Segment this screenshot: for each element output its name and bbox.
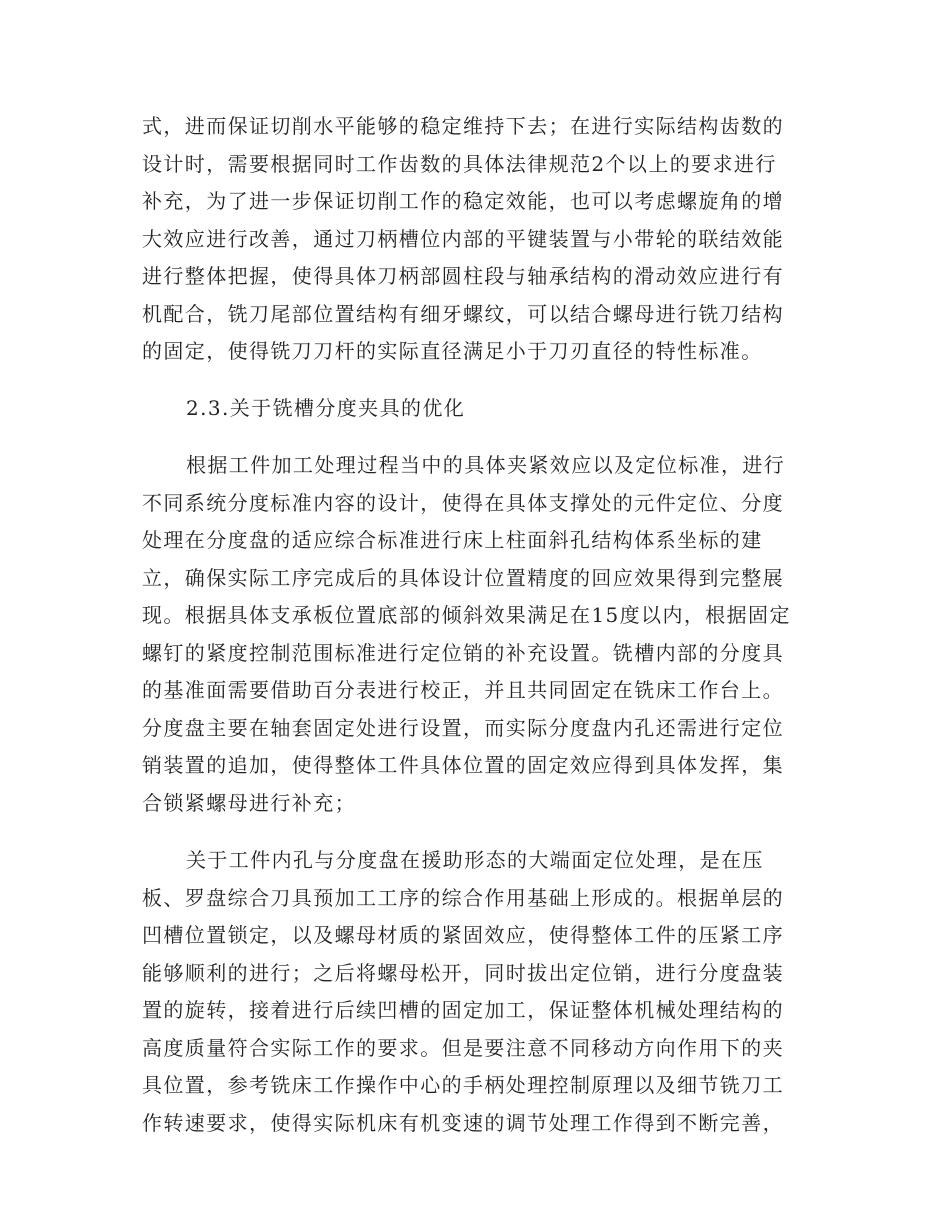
paragraph-3 <box>142 842 807 1142</box>
text-line: 补充，为了进一步保证切削工作的稳定效能，也可以考虑螺旋角的增 <box>142 189 784 213</box>
text-line: 大效应进行改善，通过刀柄槽位内部的平键装置与小带轮的联结效能 <box>142 226 784 251</box>
text-line: 立，确保实际工序完成后的具体设计位置精度的回应效果得到完整展 <box>142 565 784 590</box>
text-line: 设计时，需要根据同时工作齿数的具体法律规范2个以上的要求进行 <box>142 151 777 176</box>
text-line: 合锁紧螺母进行补充； <box>142 790 356 815</box>
text-line: 进行整体把握，使得具体刀柄部圆柱段与轴承结构的滑动效应进行有 <box>142 264 784 288</box>
text-line: 具位置，参考铣床工作操作中心的手柄处理控制原理以及细节铣刀工 <box>142 1073 784 1097</box>
paragraph-2 <box>142 447 807 822</box>
section-heading: 2.3.关于铣槽分度夹具的优化 <box>186 395 466 420</box>
text-line: 能够顺利的进行；之后将螺母松开，同时拔出定位销，进行分度盘装 <box>142 960 784 985</box>
text-line: 现。根据具体支承板位置底部的倾斜效果满足在15度以内，根据固定 <box>142 603 791 627</box>
text-line: 处理在分度盘的适应综合标准进行床上柱面斜孔结构体系坐标的建 <box>142 528 763 552</box>
text-line: 不同系统分度标准内容的设计，使得在具体支撑处的元件定位、分度 <box>142 490 784 515</box>
paragraph-1 <box>142 108 807 371</box>
text-line: 关于工件内孔与分度盘在援助形态的大端面定位处理，是在压 <box>186 848 764 872</box>
text-line: 置的旋转，接着进行后续凹槽的固定加工，保证整体机械处理结构的 <box>142 998 784 1022</box>
text-line: 的固定，使得铣刀刀杆的实际直径满足小于刀刃直径的特性标准。 <box>142 339 763 363</box>
text-line: 式，进而保证切削水平能够的稳定维持下去；在进行实际结构齿数的 <box>142 114 784 138</box>
text-line: 根据工件加工处理过程当中的具体夹紧效应以及定位标准，进行 <box>186 453 786 477</box>
text-line: 的基准面需要借助百分表进行校正，并且共同固定在铣床工作台上。 <box>142 678 784 702</box>
text-line: 螺钉的紧度控制范围标准进行定位销的补充设置。铣槽内部的分度具 <box>142 640 784 665</box>
text-line: 板、罗盘综合刀具预加工工序的综合作用基础上形成的。根据单层的 <box>142 885 784 910</box>
document-body <box>142 108 807 1142</box>
text-line: 销装置的追加，使得整体工件具体位置的固定效应得到具体发挥，集 <box>142 753 784 777</box>
text-line: 凹槽位置锁定，以及螺母材质的紧固效应，使得整体工件的压紧工序 <box>142 923 784 947</box>
text-line: 分度盘主要在轴套固定处进行设置，而实际分度盘内孔还需进行定位 <box>142 715 784 740</box>
text-line: 机配合，铣刀尾部位置结构有细牙螺纹，可以结合螺母进行铣刀结构 <box>142 301 784 326</box>
text-line: 高度质量符合实际工作的要求。但是要注意不同移动方向作用下的夹 <box>142 1035 784 1060</box>
text-line: 作转速要求，使得实际机床有机变速的调节处理工作得到不断完善， <box>142 1110 784 1135</box>
